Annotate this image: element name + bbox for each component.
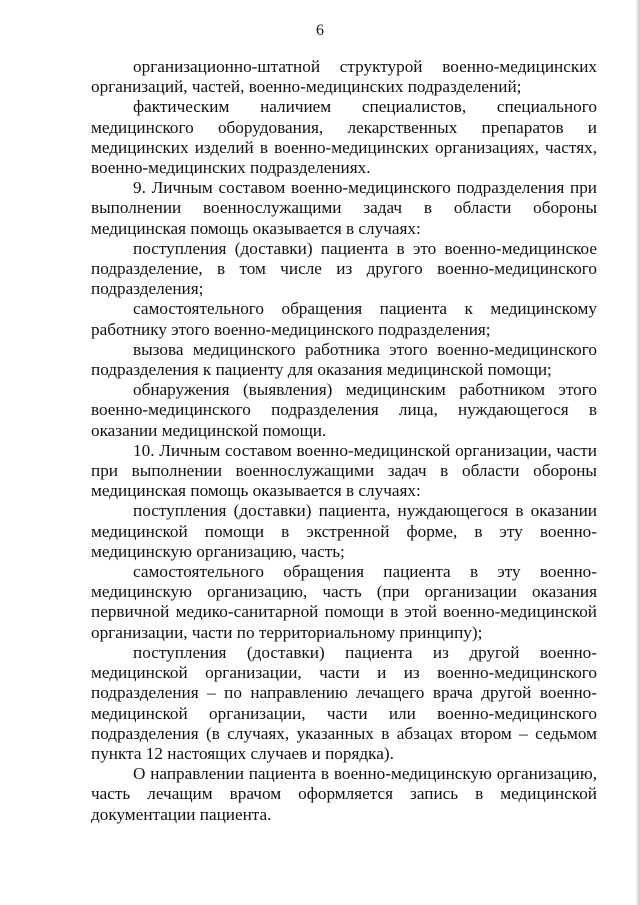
paragraph-7: обнаружения (выявления) медицинским работником этого военно-медицинского подразделения лица, нуждающегося в оказании медицинской помощи.	[91, 380, 597, 440]
paragraph-8: 10. Личным составом военно-медицинской организации, части при выполнении военнослужащими задач в области обороны медицинская помощь оказывается в случаях:	[91, 440, 597, 501]
page-number: 6	[316, 22, 324, 39]
paragraph-6: вызова медицинского работника этого военно-медицинского подразделения к пациенту для оказания медицинской помощи;	[91, 339, 597, 380]
paragraph-3: 9. Личным составом военно-медицинского подразделения при выполнении военнослужащими задач в области обороны медицинская помощь оказывается в случаях:	[91, 178, 597, 238]
paragraph-12: О направлении пациента в военно-медицинскую организацию, часть лечащим врачом оформляется запись в медицинской документации пациента.	[91, 764, 597, 824]
paragraph-2: фактическим наличием специалистов, специального медицинского оборудования, лекарственных препаратов и медицинских изделий в военно-медицинских организациях, частях, военно-медицинских подразделениях.	[91, 97, 597, 178]
page-edge-shadow	[636, 0, 640, 905]
paragraph-1: организационно-штатной структурой военно-медицинских организаций, частей, военно-медицинских подразделений;	[91, 57, 597, 97]
paragraph-5: самостоятельного обращения пациента к медицинскому работнику этого военно-медицинского подразделения;	[91, 299, 597, 339]
paragraph-9: поступления (доставки) пациента, нуждающегося в оказании медицинской помощи в экстренной форме, в эту военно-медицинскую организацию, часть;	[91, 501, 597, 561]
paragraph-10: самостоятельного обращения пациента в эту военно-медицинскую организацию, часть (при организации оказания первичной медико-санитарной помощи в этой военно-медицинской организации, части по территориальному принципу);	[91, 562, 597, 642]
document-body	[91, 57, 597, 825]
paragraph-4: поступления (доставки) пациента в это военно-медицинское подразделение, в том числе из другого военно-медицинского подразделения;	[91, 238, 597, 299]
paragraph-11: поступления (доставки) пациента из другой военно-медицинской организации, части и из военно-медицинского подразделения – по направлению лечащего врача другой военно-медицинской организации, части или военно-медицинского подразделения (в случаях, указанных в абзацах втором – седьмом пункта 12 настоящих случаев и порядка).	[91, 642, 597, 763]
